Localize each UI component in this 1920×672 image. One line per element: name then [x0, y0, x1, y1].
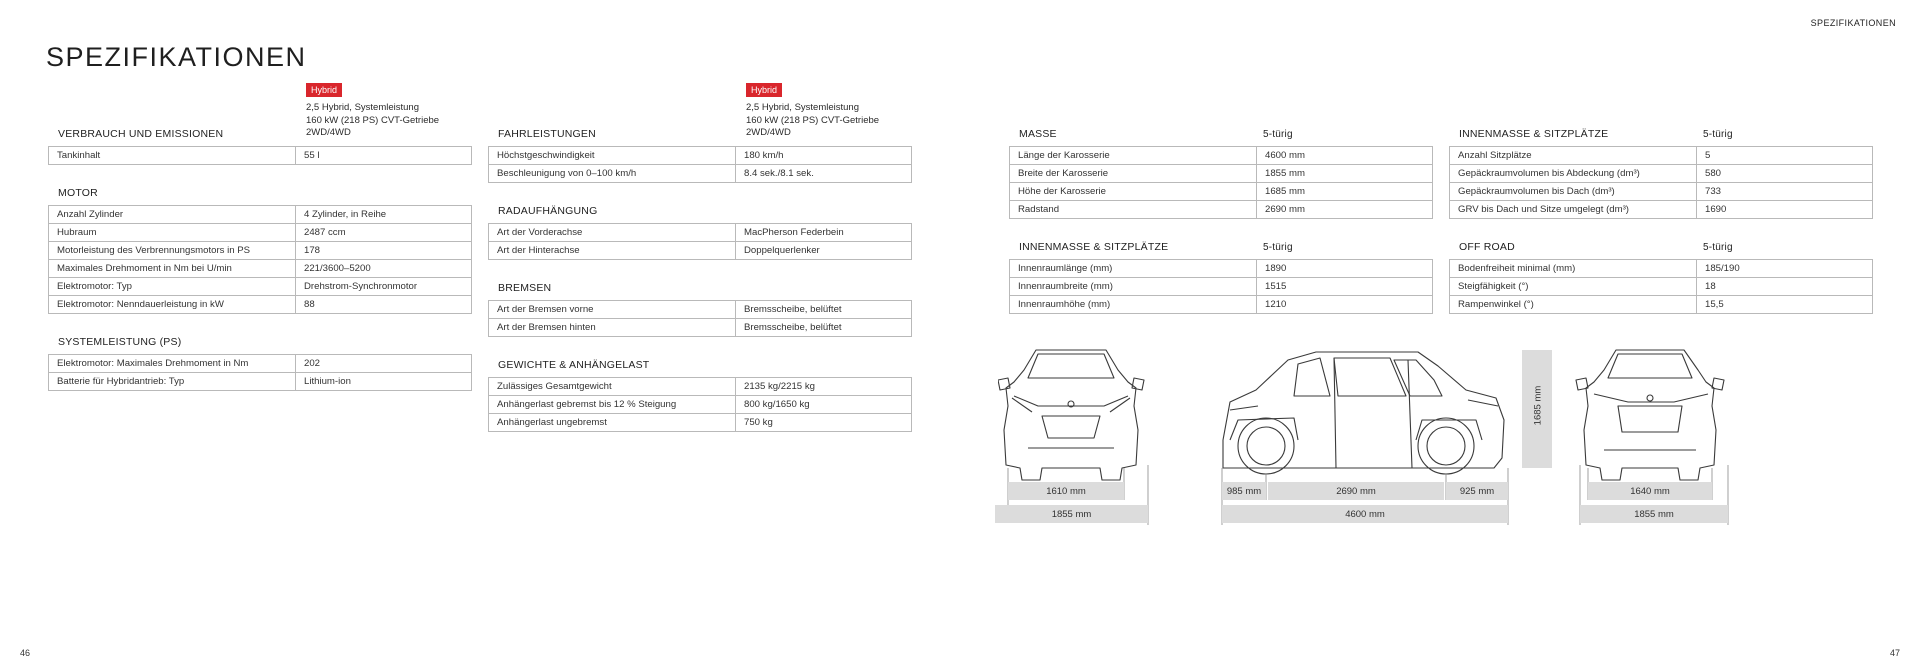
section-title: SYSTEMLEISTUNG (PS): [58, 336, 182, 348]
spec-key: Elektromotor: Maximales Drehmoment in Nm: [49, 355, 296, 373]
spec-value: 800 kg/1650 kg: [736, 396, 912, 414]
spec-key: Länge der Karosserie: [1010, 147, 1257, 165]
table-row: [1010, 165, 1433, 183]
engine-line-3: 2WD/4WD: [306, 127, 351, 138]
page-number-right: 47: [1889, 648, 1900, 658]
table-row: [1450, 296, 1873, 314]
spec-value: 2135 kg/2215 kg: [736, 378, 912, 396]
spec-value: 2690 mm: [1257, 201, 1433, 219]
table-row: [49, 147, 472, 165]
engine-line-3: 2WD/4WD: [746, 127, 791, 138]
table-row: [1010, 278, 1433, 296]
spec-key: Anzahl Zylinder: [49, 206, 296, 224]
section-title: GEWICHTE & ANHÄNGELAST: [498, 359, 650, 371]
hybrid-badge: Hybrid: [746, 83, 782, 97]
spec-value: 55 l: [296, 147, 472, 165]
spec-key: Art der Bremsen hinten: [489, 319, 736, 337]
spec-table: [48, 354, 472, 391]
table-row: [489, 301, 912, 319]
car-rear-view-icon: [1576, 350, 1724, 480]
engine-line-2: 160 kW (218 PS) CVT-Getriebe: [746, 114, 880, 126]
spec-key: Zulässiges Gesamtgewicht: [489, 378, 736, 396]
car-side-view-icon: [1223, 352, 1504, 474]
table-row: [1450, 260, 1873, 278]
front-overhang-dimension: 985 mm: [1222, 482, 1266, 500]
spec-table: [488, 300, 912, 337]
table-row: [49, 278, 472, 296]
spec-table: [488, 223, 912, 260]
spec-key: Innenraumlänge (mm): [1010, 260, 1257, 278]
section-title: OFF ROAD: [1459, 241, 1515, 253]
spec-key: Maximales Drehmoment in Nm bei U/min: [49, 260, 296, 278]
spec-value: 1210: [1257, 296, 1433, 314]
spec-table: [488, 146, 912, 183]
vehicle-dimension-diagrams: [998, 340, 1888, 570]
table-row: [1450, 183, 1873, 201]
spec-value: 18: [1697, 278, 1873, 296]
spec-value: 2487 ccm: [296, 224, 472, 242]
vehicle-drawings: [998, 340, 1888, 570]
spec-key: Elektromotor: Nenndauerleistung in kW: [49, 296, 296, 314]
spec-key: Gepäckraumvolumen bis Dach (dm³): [1450, 183, 1697, 201]
table-row: [1010, 183, 1433, 201]
height-dimension: 1685 mm: [1532, 385, 1544, 426]
spec-value: Drehstrom-Synchronmotor: [296, 278, 472, 296]
spec-key: Anhängerlast gebremst bis 12 % Steigung: [489, 396, 736, 414]
section-title: BREMSEN: [498, 282, 552, 294]
spec-key: Bodenfreiheit minimal (mm): [1450, 260, 1697, 278]
table-row: [1450, 165, 1873, 183]
rear-track-dimension: 1640 mm: [1588, 482, 1712, 500]
section-motor: [48, 183, 472, 314]
spec-key: Art der Hinterachse: [489, 242, 736, 260]
section-gewichte: [488, 355, 912, 432]
spec-value: 1515: [1257, 278, 1433, 296]
spec-key: Steigfähigkeit (°): [1450, 278, 1697, 296]
table-row: [1010, 260, 1433, 278]
front-track-dimension: 1610 mm: [1008, 482, 1124, 500]
wheelbase-dimension: 2690 mm: [1268, 482, 1444, 500]
spec-value: 5: [1697, 147, 1873, 165]
table-row: [49, 224, 472, 242]
spec-key: Art der Bremsen vorne: [489, 301, 736, 319]
section-verbrauch: [48, 124, 472, 165]
spec-key: Tankinhalt: [49, 147, 296, 165]
column-header: 5-türig: [1703, 129, 1733, 140]
table-row: [49, 242, 472, 260]
section-title: INNENMASSE & SITZPLÄTZE: [1459, 128, 1609, 140]
spec-value: 88: [296, 296, 472, 314]
table-row: [49, 296, 472, 314]
page-header-label: SPEZIFIKATIONEN: [1810, 18, 1896, 28]
spec-value: 221/3600–5200: [296, 260, 472, 278]
section-innenmasse-2: [1449, 124, 1873, 219]
spec-table: [1449, 146, 1873, 219]
table-row: [1450, 147, 1873, 165]
spec-table: [1449, 259, 1873, 314]
spec-key: Breite der Karosserie: [1010, 165, 1257, 183]
section-radaufhaengung: [488, 201, 912, 260]
table-row: [489, 319, 912, 337]
spec-value: 15,5: [1697, 296, 1873, 314]
column-header: 5-türig: [1703, 242, 1733, 253]
table-row: [1450, 278, 1873, 296]
page-title: SPEZIFIKATIONEN: [46, 42, 307, 72]
spec-value: 4600 mm: [1257, 147, 1433, 165]
table-row: [1010, 147, 1433, 165]
engine-line-1: 2,5 Hybrid, Systemleistung: [746, 102, 859, 113]
rear-overhang-dimension: 925 mm: [1446, 482, 1508, 500]
spec-table: [488, 377, 912, 432]
hybrid-badge: Hybrid: [306, 83, 342, 97]
spec-value: 1690: [1697, 201, 1873, 219]
engine-line-1: 2,5 Hybrid, Systemleistung: [306, 102, 419, 113]
section-title: MASSE: [1019, 128, 1057, 140]
front-width-dimension: 1855 mm: [995, 505, 1148, 523]
spec-value: Doppelquerlenker: [736, 242, 912, 260]
spec-key: Batterie für Hybridantrieb: Typ: [49, 373, 296, 391]
spec-value: 8.4 sek./8.1 sek.: [736, 165, 912, 183]
section-off-road: [1449, 237, 1873, 314]
spec-table: [48, 205, 472, 314]
spec-key: Gepäckraumvolumen bis Abdeckung (dm³): [1450, 165, 1697, 183]
section-bremsen: [488, 278, 912, 337]
spec-key: Art der Vorderachse: [489, 224, 736, 242]
section-masse: [1009, 124, 1433, 219]
table-row: [1010, 296, 1433, 314]
table-row: [49, 373, 472, 391]
spec-value: 202: [296, 355, 472, 373]
car-front-view-icon: [998, 350, 1144, 480]
section-title: INNENMASSE & SITZPLÄTZE: [1019, 241, 1169, 253]
spec-key: Beschleunigung von 0–100 km/h: [489, 165, 736, 183]
spec-value: 185/190: [1697, 260, 1873, 278]
spec-key: Elektromotor: Typ: [49, 278, 296, 296]
length-dimension: 4600 mm: [1222, 505, 1508, 523]
table-row: [489, 242, 912, 260]
spec-value: Bremsscheibe, belüftet: [736, 301, 912, 319]
spec-value: 180 km/h: [736, 147, 912, 165]
spec-key: Anhängerlast ungebremst: [489, 414, 736, 432]
table-row: [49, 206, 472, 224]
section-title: VERBRAUCH UND EMISSIONEN: [58, 128, 224, 140]
table-row: [489, 414, 912, 432]
spec-key: GRV bis Dach und Sitze umgelegt (dm³): [1450, 201, 1697, 219]
rear-width-dimension: 1855 mm: [1580, 505, 1728, 523]
spec-key: Anzahl Sitzplätze: [1450, 147, 1697, 165]
column-header: 5-türig: [1263, 242, 1293, 253]
table-row: [489, 224, 912, 242]
spec-value: 4 Zylinder, in Reihe: [296, 206, 472, 224]
section-systemleistung: [48, 332, 472, 391]
spec-value: 178: [296, 242, 472, 260]
spec-key: Rampenwinkel (°): [1450, 296, 1697, 314]
spec-key: Hubraum: [49, 224, 296, 242]
table-row: [49, 355, 472, 373]
section-title: FAHRLEISTUNGEN: [498, 128, 596, 140]
spec-value: 1685 mm: [1257, 183, 1433, 201]
spec-value: Lithium-ion: [296, 373, 472, 391]
table-row: [1010, 201, 1433, 219]
table-row: [49, 260, 472, 278]
spec-table: [1009, 146, 1433, 219]
engine-line-2: 160 kW (218 PS) CVT-Getriebe: [306, 114, 440, 126]
spec-value: 1855 mm: [1257, 165, 1433, 183]
table-row: [489, 147, 912, 165]
spec-key: Innenraumbreite (mm): [1010, 278, 1257, 296]
spec-table: [1009, 259, 1433, 314]
spec-table: [48, 146, 472, 165]
table-row: [489, 396, 912, 414]
spec-key: Innenraumhöhe (mm): [1010, 296, 1257, 314]
spec-key: Höchstgeschwindigkeit: [489, 147, 736, 165]
section-innenmasse-1: [1009, 237, 1433, 314]
spec-key: Motorleistung des Verbrennungsmotors in PS: [49, 242, 296, 260]
section-title: RADAUFHÄNGUNG: [498, 205, 598, 217]
page-number-left: 46: [20, 648, 31, 658]
column-header: 5-türig: [1263, 129, 1293, 140]
spec-value: 750 kg: [736, 414, 912, 432]
table-row: [1450, 201, 1873, 219]
spec-value: 580: [1697, 165, 1873, 183]
spec-value: 733: [1697, 183, 1873, 201]
spec-value: Bremsscheibe, belüftet: [736, 319, 912, 337]
spec-value: MacPherson Federbein: [736, 224, 912, 242]
spec-value: 1890: [1257, 260, 1433, 278]
section-title: MOTOR: [58, 187, 98, 199]
spec-key: Radstand: [1010, 201, 1257, 219]
spec-key: Höhe der Karosserie: [1010, 183, 1257, 201]
table-row: [489, 165, 912, 183]
section-fahrleistungen: [488, 124, 912, 183]
table-row: [489, 378, 912, 396]
